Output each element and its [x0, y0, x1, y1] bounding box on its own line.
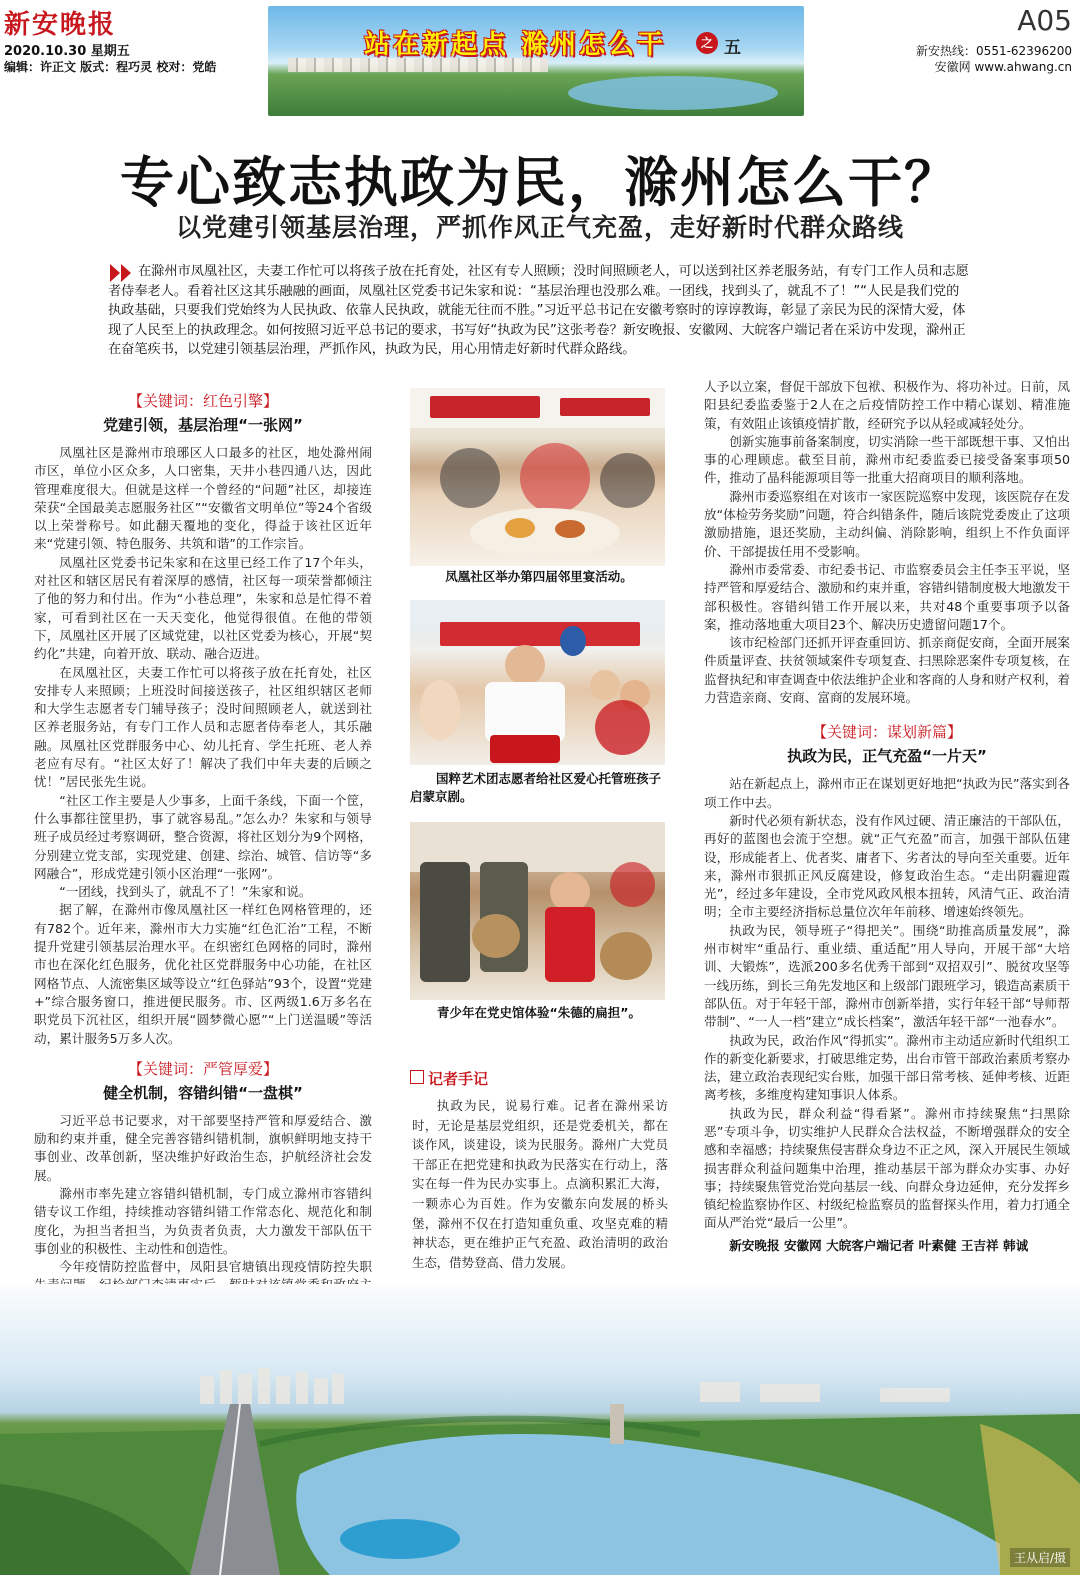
staff-credits: 编辑：许正文 版式：程巧灵 校对：党皓: [4, 60, 217, 74]
banner-title: 站在新起点 滁州怎么干: [364, 30, 667, 60]
aerial-scene: [0, 1284, 1080, 1575]
paragraph: 滁州市率先建立容错纠错机制，专门成立滁州市容错纠错专议工作组，持续推动容错纠错工作常态化、规范化和制度化，为担当者担当，为负责者负责，大力激发干部队伍干事创业的积极性、主动性和创造性。: [34, 1185, 372, 1256]
paragraph: 滁州市委常委、市纪委书记、市监察委员会主任李玉平说，坚持严管和厚爱结合、激励和约束并重，容错纠错制度极大地激发干部积极性。容错纠错工作开展以来，共对48个重要事项予以备案，推动落地重大项目23个、解决历史遗留问题17个。: [704, 561, 1070, 632]
masthead: [0, 0, 1080, 128]
paragraph: 执政为民，领导班子“得把关”。围绕“助推高质量发展”，滁州市树牢“重品行、重业绩、重适配”用人导向，开展干部“大培训、大锻炼”，选派200多名优秀干部到“双招双引”、脱贫攻坚等一线历练，到长三角先发地区和上级部门跟班学习，锻造高素质干部队伍。对于年轻干部，滁州市创新举措，实行年轻干部“导师帮带制”、“一人一档”建立“成长档案”，激活年轻干部“一池春水”。: [704, 922, 1070, 1030]
photo-zhu-de-carrying-pole: [410, 822, 665, 1000]
photo-credit: 王从启/摄: [1010, 1548, 1070, 1567]
page-headline: 专心致志执政为民，滁州怎么干？: [120, 151, 960, 214]
banner-series-number: 五: [724, 38, 741, 58]
keyword-red-engine: 【关键词：红色引擎】: [127, 392, 278, 410]
banner-lake: [568, 76, 778, 110]
paragraph: 执政为民，政治作风“得抓实”。滁州市主动适应新时代组织工作的新变化新要求，打破思维定势，出台市管干部政治素质考察办法，建立政治表现纪实台账，加强干部日常考核、延伸考核、近距离考核，多维度构建知事识人体系。: [704, 1032, 1070, 1103]
paragraph: 今年疫情防控监督中，凤阳县官塘镇出现疫情防控失职: [59, 1259, 372, 1275]
issue-date: 2020.10.30 星期五: [4, 44, 130, 59]
reporter-notes-title: 记者手记: [428, 1070, 489, 1088]
paragraph: 执政为民，群众利益“得看紧”。滁州市持续聚焦“扫黑除恶”专项斗争，切实维护人民群众合法权益，不断增强群众的安全感和幸福感；持续聚焦侵害群众身边不正之风，深入开展民生领域损害群众利益问题集中治理，推动基层干部为群众办实事、办好事；持续聚焦管党治党向基层一线、向群众身边延伸，充分发挥乡镇纪检监察协作区、村级纪检监察员的监督探头作用，着力打通全面从严治党“最后一公里”。: [704, 1105, 1070, 1231]
photo-neighborhood-banquet: [410, 388, 665, 566]
paragraph: 该市纪检部门还抓开评查重回访、抓亲商促安商，全面开展案件质量评查、扶贫领域案件专项复查、扫黑除恶案件专项复核，在监督执纪和审查调查中依法维护企业和客商的人身和财产权利，着力营造亲商、安商、富商的发展环境。: [704, 635, 1070, 706]
photo-caption: 国粹艺术团志愿者给社区爱心托管班孩子启蒙京剧。: [410, 771, 662, 804]
aerial-photo-chuzhou: [0, 1284, 1080, 1575]
photo-caption: 凤凰社区举办第四届邻里宴活动。: [445, 569, 633, 584]
keyword-new-chapter: 【关键词：谋划新篇】: [811, 723, 962, 742]
page-subheadline: 以党建引领基层治理，严抓作风正气充盈，走好新时代群众路线: [175, 213, 904, 242]
paragraph: 创新实施事前备案制度，切实消除一些干部既想干事、又怕出事的心理顾虑。截至目前，滁州市纪委监委已接受备案事项50件，推动了晶科能源项目等一批重大招商项目的顺利落地。: [704, 433, 1070, 486]
article-column-left: [34, 386, 372, 1286]
paragraph: 在凤凰社区，夫妻工作忙可以将孩子放在托育处，社区安排专人来照顾；上班没时间接送孩子，社区组织辖区老师和大学生志愿者专门辅导孩子；没时间照顾老人，就送到社区养老服务站，有专门工作人员和志愿者侍奉老人，其乐融融。凤凰社区党群服务中心、幼儿托育、学生托班、老人养老应有尽有。“社区太好了！解决了我们中年夫妻的后顾之忧！”居民张先生说。: [34, 664, 372, 790]
paragraph: 凤凰社区是滁州市琅琊区人口最多的社区，地处滁州闹市区，单位小区众多，人口密集，天井小巷四通八达，因此管理难度很大。但就是这样一个曾经的“问题”社区，却接连荣获“全国最美志愿服务社区”“安徽省文明单位”等24个省级以上荣誉称号。如此翻天覆地的变化，得益于该社区近年来“党建引领、特色服务、共筑和谐”的工作宗旨。: [34, 445, 372, 552]
paragraph: 凤凰社区党委书记朱家和在这里已经工作了17个年头，对社区和辖区居民有着深厚的感情，社区每一项荣誉都倾注了他的努力和付出。作为“小巷总理”，朱家和总是忙得不着家，可看到社区在一天天变化，他觉得很值。在他的带领下，凤凰社区开展了区域党建，以社区党委为核心，开展“契约化”共建，向着开放、联动、融合迈进。: [34, 554, 372, 662]
paragraph: “一团线，找到头了，就乱不了！”朱家和说。: [59, 884, 312, 900]
paragraph: 习近平总书记要求，对干部要坚持严管和厚爱结合、激励和约束并重，健全完善容错纠错机制，旗帜鲜明地支持干事创业、改革创新，坚决维护好政治生态，护航经济社会发展。: [34, 1112, 372, 1183]
website-link[interactable]: 安徽网 www.ahwang.cn: [934, 60, 1072, 74]
paragraph: 新时代必须有新状态，没有作风过硬、清正廉洁的干部队伍，再好的蓝图也会流于空想。就“正气充盈”而言，加强干部队伍建设，形成能者上、优者奖、庸者下、劣者汰的导向至关重要。近年来，滁州市狠抓正风反腐建设，修复政治生态。“走出阴霾迎霞光”，经过多年建设，全市党风政风根本扭转，风清气正、政治清明；全市主要经济指标总量位次年年前移、增速始终领先。: [704, 812, 1070, 920]
paragraph: “社区工作主要是人少事多，上面千条线，下面一个筐，什么事都往筐里扔，事了就容易乱。”怎么办？朱家和与领导班子成员经过考察调研，整合资源，将社区划分为9个网格，分别建立党支部，实现党建、创建、综治、城管、信访等“多网融合”，形成党建引领小区治理“一张网”。: [34, 792, 372, 881]
paragraph: 站在新起点上，滁州市正在谋划更好地把“执政为民”落实到各项工作中去。: [704, 776, 1070, 810]
section-title-party-building: 党建引领，基层治理“一张网”: [103, 416, 303, 434]
section-title-integrity: 执政为民，正气充盈“一片天”: [787, 747, 987, 766]
paragraph: 人予以立案，督促干部放下包袱、积极作为、将功补过。日前，凤阳县纪委监委鉴于2人在之后疫情防控工作中精心谋划、精准施策，有效阻止该镇疫情扩散，经研究予以从轻或减轻处分。: [704, 379, 1070, 431]
paragraph: 据了解，在滁州市像凤凰社区一样红色网格管理的，还有782个。近年来，滁州市大力实施“红色汇治”工程，不断提升党建引领基层治理水平。在织密红色网格的同时，滁州市也在深化红色服务，优化社区党群服务中心功能，在社区网格节点、人流密集区域等设立“红色驿站”93个，设置“党建+”综合服务窗口，推进便民服务。市、区两级1.6万多名在职党员下沉社区，组织开展“圆梦微心愿”“上门送温暖”等活动，累计服务5万多人次。: [34, 902, 372, 1046]
newspaper-brand: 新安晚报: [4, 10, 117, 40]
paragraph: 滁州市委巡察组在对该市一家医院巡察中发现，该医院存在发放“体检劳务奖励”问题，符合纠错条件，随后该院党委废止了这项激励措施，退还奖励，主动纠偏、消除影响，组织上不作负面评价、干部提拔任用不受影响。: [704, 488, 1070, 559]
section-title-fault-tolerance: 健全机制，容错纠错“一盘棋”: [103, 1083, 303, 1102]
reporter-notes-body: 执政为民，说易行难。记者在滁州采访时，无论是基层党组织，还是党委机关，都在谈作风，谈建设，谈为民服务。滁州广大党员干部正在把党建和执政为民落实在行动上，落实在每一件为民办实事上。点滴积累汇大海，一颗赤心为百姓。作为安徽东向发展的桥头堡，滁州不仅在打造知重负重、攻坚克难的精神状态，更在维护正气充盈、政治清明的政治生态，借势登高、借力发展。: [412, 1098, 668, 1270]
photo-caption: 青少年在党史馆体验“朱德的扁担”。: [437, 1005, 641, 1020]
hotline: 新安热线：0551-62396200: [916, 44, 1072, 58]
reporter-byline: 新安晚报 安徽网 大皖客户端记者 叶素健 王吉祥 韩诚: [729, 1237, 1029, 1253]
notes-box-icon: [410, 1070, 424, 1084]
column-banner: [268, 6, 804, 116]
page-number: A05: [1017, 4, 1072, 37]
photo-peking-opera-class: [410, 600, 665, 765]
banner-badge: 之: [696, 32, 718, 54]
lead-paragraph: 在滁州市凤凰社区，夫妻工作忙可以将孩子放在托育处，社区有专人照顾；没时间照顾老人，可以送到社区养老服务站，有专门工作人员和志愿者侍奉老人。看着社区这其乐融融的画面，凤凰社区党委书记朱家和说：“基层治理也没那么难。一团线，找到头了，就乱不了！”“人民是我们党的执政基础，只要我们党始终为人民执政、依靠人民执政，就能无往而不胜。”习近平总书记在安徽考察时的谆谆教诲，彰显了亲民为民的深情大爱，体现了人民至上的执政理念。如何按照习近平总书记的要求，书写好“执政为民”这张考卷？新安晚报、安徽网、大皖客户端记者在采访中发现，滁州正在奋笔疾书，以党建引领基层治理，严抓作风，执政为民，用心用情走好新时代群众路线。: [108, 264, 969, 357]
keyword-strict-care: 【关键词：严管厚爱】: [127, 1059, 278, 1078]
article-column-right: [704, 378, 1070, 1283]
